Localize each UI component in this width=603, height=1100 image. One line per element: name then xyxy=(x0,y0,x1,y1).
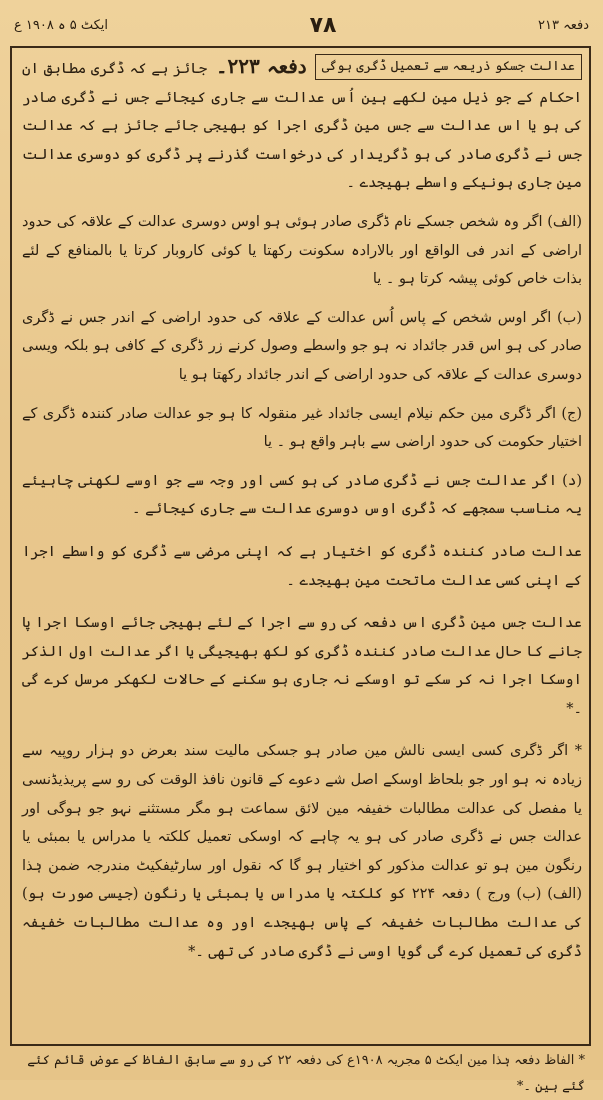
paragraph-small-cause-court: * اگر ڈگری کسی ایسی نالش مین صادر ہو جسکی مالیت سند بعرض دو ہزار روپیہ سے زیادہ نہ ہو اور جو بلحاظ اوسکے اصل شے دعوے کے قانون نافذ الوقت کی رو سے پریذیڈنسی یا مفصل کی عدالت مطالبات خفیفہ مین لائق سماعت ہو مگر مستثنے نہو جو ہوگی اور عدالت جس نے ڈگری صادر کی ہو یہ چاہے کہ اوسکی تعمیل کلکتہ یا مدراس یا بمبئی یا رنگون مین ہو تو عدالت مذکور کو اختیار ہو گا کہ نقول اور سارٹیفکیٹ مندرجہ ضمن ہٰذا (الف) (ب) ورج ) دفعہ ۲۲۴ کو کلکتہ یا مدراس یا بمبئی یا رنگون (جیسی صورت ہو) کی عدالت مطالبات خفیفہ کے پاس بھیجدے اور وہ عدالت مطالبات خفیفہ ڈگری کی تعمیل کرے گی گویا اوسی نے ڈگری صادر کی تھی ۔* xyxy=(22,743,582,960)
page-number: ۷۸ xyxy=(309,12,337,38)
running-head-act: ایکٹ ۵ ہ ۱۹۰۸ ع xyxy=(14,17,109,33)
clause-alif: (الف) اگر وہ شخص جسکے نام ڈگری صادر ہوئی ہو اوس دوسری عدالت کے علاقہ کی حدود اراضی کے اندر فی الواقع اور بالارادہ سکونت رکھتا یا کوئی کاروبار کرتا یا بالمنافع کے لئے بذات خاص کوئی پیشہ کرتا ہو ۔ یا xyxy=(22,213,582,288)
running-head xyxy=(14,8,589,42)
section-body xyxy=(22,52,582,1037)
section-line: جائز ہے کہ ڈگری مطابق ان احکام کے جو ذیل xyxy=(22,61,583,106)
section-line: جائز ہے کہ عدالت جس نے ڈگری صادر کی ہو ڈگریدار کی درخواست گذرنے پر ڈگری کو دوسری عدالت مین جاری xyxy=(22,118,582,192)
section-number: دفعہ ۲۲۳۔ xyxy=(215,54,307,78)
section-line: مین لکھے ہین اُس عدالت سے جاری کیجائے جس نے ڈگری صادر کی ہو یا اس عدالت سے جس مین ڈگری اجرا کو بھیجی جائے xyxy=(22,89,582,135)
clause-jim: (ج) اگر ڈگری مین حکم نیلام ایسی جائداد غیر منقولہ کا ہو جو عدالت صادر کنندہ ڈگری کے اختیار حکومت کی حدود اراضی سے باہر واقع ہو ۔ یا xyxy=(22,405,582,451)
clause-be: (ب) اگر اوس شخص کے پاس اُس عدالت کے علاقہ کی حدود اراضی کے اندر جس نے ڈگری صادر کی ہو اس قدر جائداد نہ ہو جو واسطے وصول کرنے زر ڈگری کے کافی ہو بلکہ ویسی دوسری عدالت کے علاقہ کی حدود اراضی کے اندر جائداد رکھتا ہو یا xyxy=(22,309,582,383)
marginal-note: عدالت جسکو ذریعہ سے تعمیل ڈگری ہوگی xyxy=(315,54,582,80)
paragraph-certify-execution: عدالت جس مین ڈگری اس دفعہ کی رو سے اجرا کے لئے بھیجی جائے اوسکا اجرا پا جانے کا حال عدالت صادر کنندہ ڈگری کو لکھ بھیجیگی یا اگر عدالت اول الذکر اوسکا اجرا نہ کر سکے تو اوسکے نہ جاری ہو سکنے کے حالات لکھکر مرسل کرے گی ۔* xyxy=(22,615,582,717)
paragraph-subordinate-court: عدالت صادر کنندہ ڈگری کو اختیار ہے کہ اپنی مرضی سے ڈگری کو واسطے اجرا کے اپنی کسی عدالت ماتحت مین بھیجدے ۔ xyxy=(22,543,582,589)
section-line: ہونیکے واسطے بھیجدے ۔ xyxy=(346,175,514,192)
footnote: * الفاظ دفعہ ہٰذا مین ایکٹ ۵ مجریہ ۱۹۰۸ع کی دفعہ ۲۲ کی رو سے سابق الفاظ کے عوض قائم کئے گئے ہین ۔* xyxy=(27,1053,585,1094)
running-head-section: دفعہ ۲۱۳ xyxy=(538,17,589,33)
clause-dal: (د) اگر عدالت جس نے ڈگری صادر کی ہو کسی اور وجہ سے جو اوسے لکھنی چاہیئے یہ مناسب سمجھے کہ ڈگری اوس دوسری عدالت سے جاری کیجائے ۔ xyxy=(22,472,582,518)
